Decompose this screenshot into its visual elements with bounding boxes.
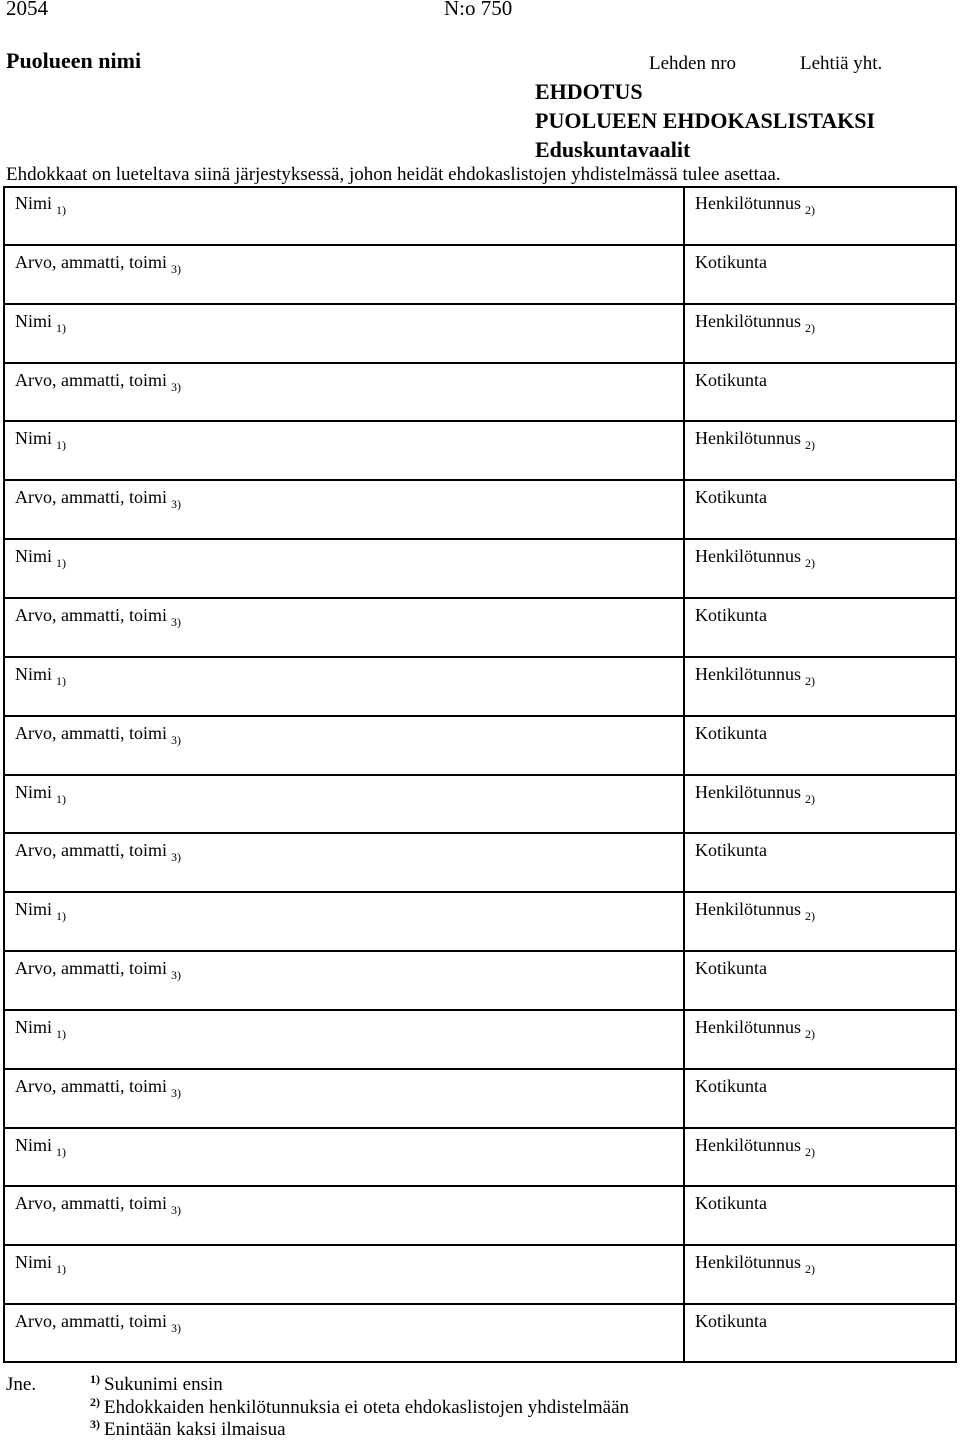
id-number-field-label: Henkilötunnus [695, 428, 801, 449]
occupation-field-label: Arvo, ammatti, toimi [15, 369, 167, 390]
footnote-reference: 3) [170, 968, 181, 983]
candidate-name-row [0, 775, 954, 833]
municipality-field[interactable] [695, 958, 767, 979]
title-line: PUOLUEEN EHDOKASLISTAKSI [535, 108, 876, 133]
name-field-label: Nimi [15, 663, 53, 684]
id-number-field[interactable] [695, 310, 815, 335]
occupation-field-label: Arvo, ammatti, toimi [15, 722, 167, 743]
footnote-reference: 3) [170, 497, 181, 512]
occupation-field[interactable] [15, 604, 181, 629]
footnote-reference: 2) [805, 1144, 815, 1159]
id-number-field-label: Henkilötunnus [695, 1016, 801, 1037]
name-field-label: Nimi [15, 781, 53, 802]
footnote-reference: 1) [56, 1026, 67, 1041]
candidate-name-row [0, 539, 954, 597]
name-field-label: Nimi [15, 193, 53, 213]
id-number-field[interactable] [695, 781, 815, 806]
municipality-field-label: Kotikunta [695, 722, 767, 743]
id-number-field-label: Henkilötunnus [695, 193, 801, 213]
municipality-field-label: Kotikunta [695, 1193, 767, 1214]
municipality-field[interactable] [695, 605, 767, 626]
id-number-field[interactable] [695, 546, 815, 571]
candidate-details-row [0, 1186, 954, 1244]
footnote-reference: 3) [170, 732, 181, 747]
footnote-mark: 3) [90, 1417, 100, 1431]
footnote-reference: 1) [56, 1262, 67, 1277]
candidate-details-row [0, 363, 954, 421]
occupation-field-label: Arvo, ammatti, toimi [15, 251, 167, 272]
form-title [535, 77, 875, 164]
municipality-field-label: Kotikunta [695, 251, 767, 272]
id-number-field[interactable] [695, 899, 815, 924]
occupation-field[interactable] [15, 487, 181, 512]
municipality-field-label: Kotikunta [695, 1075, 767, 1096]
footnote [90, 1419, 286, 1441]
id-number-field-label: Henkilötunnus [695, 546, 801, 567]
name-field[interactable] [15, 428, 67, 453]
name-field-label: Nimi [15, 546, 53, 567]
footnote-text: Ehdokkaiden henkilötunnuksia ei oteta ehdokaslistojen yhdistelmään [104, 1397, 630, 1418]
footnote-reference: 2) [805, 673, 815, 688]
footnote-text: Sukunimi ensin [104, 1374, 223, 1395]
name-field-label: Nimi [15, 1134, 53, 1155]
footnote-reference: 2) [805, 1262, 815, 1277]
name-field[interactable] [15, 193, 67, 217]
id-number-field-label: Henkilötunnus [695, 781, 801, 802]
id-number-field[interactable] [695, 428, 815, 453]
id-number-field-label: Henkilötunnus [695, 663, 801, 684]
footnote-reference: 2) [805, 909, 815, 924]
name-field[interactable] [15, 663, 67, 688]
id-number-field-label: Henkilötunnus [695, 899, 801, 920]
name-field[interactable] [15, 546, 67, 571]
name-field[interactable] [15, 1134, 67, 1159]
candidate-name-row [0, 1245, 954, 1303]
municipality-field[interactable] [695, 1311, 767, 1332]
candidate-name-row [0, 1128, 954, 1186]
footnote-reference: 2) [805, 791, 815, 806]
id-number-field-label: Henkilötunnus [695, 1134, 801, 1155]
candidate-name-row [0, 1010, 954, 1068]
candidate-name-row [0, 304, 954, 362]
occupation-field[interactable] [15, 251, 181, 276]
municipality-field-label: Kotikunta [695, 604, 767, 625]
footnote-reference: 1) [56, 556, 67, 571]
footnote-reference: 2) [805, 1026, 815, 1041]
name-field-label: Nimi [15, 1016, 53, 1037]
candidate-name-row [0, 186, 954, 244]
footnote-reference: 2) [805, 438, 815, 453]
footnote-reference: 1) [56, 438, 67, 453]
continuation-label: Jne. [6, 1374, 37, 1395]
footnote [90, 1397, 629, 1419]
municipality-field[interactable] [695, 840, 767, 861]
footnote-reference: 3) [170, 379, 181, 394]
footnote-reference: 1) [56, 320, 67, 335]
municipality-field[interactable] [695, 370, 767, 391]
footnote [90, 1374, 223, 1396]
instruction-text: Ehdokkaat on lueteltava siinä järjestyksessä, johon heidät ehdokaslistojen yhdistelmässä tulee asettaa. [6, 164, 781, 185]
footnote-reference: 3) [170, 850, 181, 865]
candidate-details-row [0, 716, 954, 774]
footnote-reference: 3) [170, 614, 181, 629]
footnote-reference: 3) [170, 1085, 181, 1100]
candidate-details-row [0, 245, 954, 303]
municipality-field[interactable] [695, 252, 767, 273]
name-field-label: Nimi [15, 310, 53, 331]
occupation-field[interactable] [15, 1193, 181, 1218]
municipality-field-label: Kotikunta [695, 1311, 767, 1332]
footnote-reference: 2) [805, 320, 815, 335]
footnote-text: Enintään kaksi ilmaisua [104, 1419, 286, 1440]
id-number-field[interactable] [695, 663, 815, 688]
name-field-label: Nimi [15, 1252, 53, 1273]
sheets-total-label: Lehtiä yht. [800, 53, 883, 74]
candidate-name-row [0, 892, 954, 950]
footnote-mark: 2) [90, 1395, 100, 1409]
name-field[interactable] [15, 781, 67, 806]
occupation-field[interactable] [15, 1311, 181, 1336]
title-line: Eduskuntavaalit [535, 137, 691, 162]
title-line: EHDOTUS [535, 79, 643, 104]
candidate-details-row [0, 1304, 954, 1362]
occupation-field-label: Arvo, ammatti, toimi [15, 487, 167, 508]
occupation-field-label: Arvo, ammatti, toimi [15, 840, 167, 861]
name-field[interactable] [15, 1252, 67, 1277]
municipality-field-label: Kotikunta [695, 369, 767, 390]
footnote-reference: 1) [56, 909, 67, 924]
name-field[interactable] [15, 310, 67, 335]
occupation-field[interactable] [15, 958, 181, 983]
footnote-reference: 3) [170, 261, 181, 276]
occupation-field[interactable] [15, 1075, 181, 1100]
candidate-details-row [0, 1069, 954, 1127]
footnote-reference: 1) [56, 791, 67, 806]
occupation-field-label: Arvo, ammatti, toimi [15, 1311, 167, 1332]
candidate-details-row [0, 598, 954, 656]
id-number-field[interactable] [695, 193, 815, 217]
footnote-reference: 2) [805, 203, 815, 217]
footnote-reference: 2) [805, 556, 815, 571]
name-field[interactable] [15, 1016, 67, 1041]
occupation-field-label: Arvo, ammatti, toimi [15, 1075, 167, 1096]
id-number-field[interactable] [695, 1016, 815, 1041]
occupation-field-label: Arvo, ammatti, toimi [15, 958, 167, 979]
id-number-field[interactable] [695, 1134, 815, 1159]
name-field[interactable] [15, 899, 67, 924]
municipality-field[interactable] [695, 723, 767, 744]
municipality-field[interactable] [695, 487, 767, 508]
candidate-details-row [0, 833, 954, 891]
page-number: 2054 [6, 0, 48, 20]
candidate-name-row [0, 657, 954, 715]
id-number-field[interactable] [695, 1252, 815, 1277]
footnote-mark: 1) [90, 1372, 100, 1386]
candidate-details-row [0, 951, 954, 1009]
municipality-field-label: Kotikunta [695, 487, 767, 508]
footnote-reference: 3) [170, 1321, 181, 1336]
candidate-details-row [0, 480, 954, 538]
candidate-name-row [0, 421, 954, 479]
occupation-field-label: Arvo, ammatti, toimi [15, 1193, 167, 1214]
municipality-field-label: Kotikunta [695, 840, 767, 861]
id-number-field-label: Henkilötunnus [695, 1252, 801, 1273]
municipality-field[interactable] [695, 1193, 767, 1214]
id-number-field-label: Henkilötunnus [695, 310, 801, 331]
municipality-field-label: Kotikunta [695, 958, 767, 979]
footnote-reference: 1) [56, 673, 67, 688]
occupation-field[interactable] [15, 369, 181, 394]
municipality-field[interactable] [695, 1076, 767, 1097]
occupation-field[interactable] [15, 722, 181, 747]
name-field-label: Nimi [15, 428, 53, 449]
issue-number: N:o 750 [444, 0, 513, 20]
sheet-number-label: Lehden nro [649, 53, 737, 74]
party-name-label: Puolueen nimi [6, 48, 142, 73]
footnote-reference: 1) [56, 1144, 67, 1159]
occupation-field-label: Arvo, ammatti, toimi [15, 604, 167, 625]
name-field-label: Nimi [15, 899, 53, 920]
footnote-reference: 1) [56, 203, 67, 217]
footnote-reference: 3) [170, 1203, 181, 1218]
occupation-field[interactable] [15, 840, 181, 865]
